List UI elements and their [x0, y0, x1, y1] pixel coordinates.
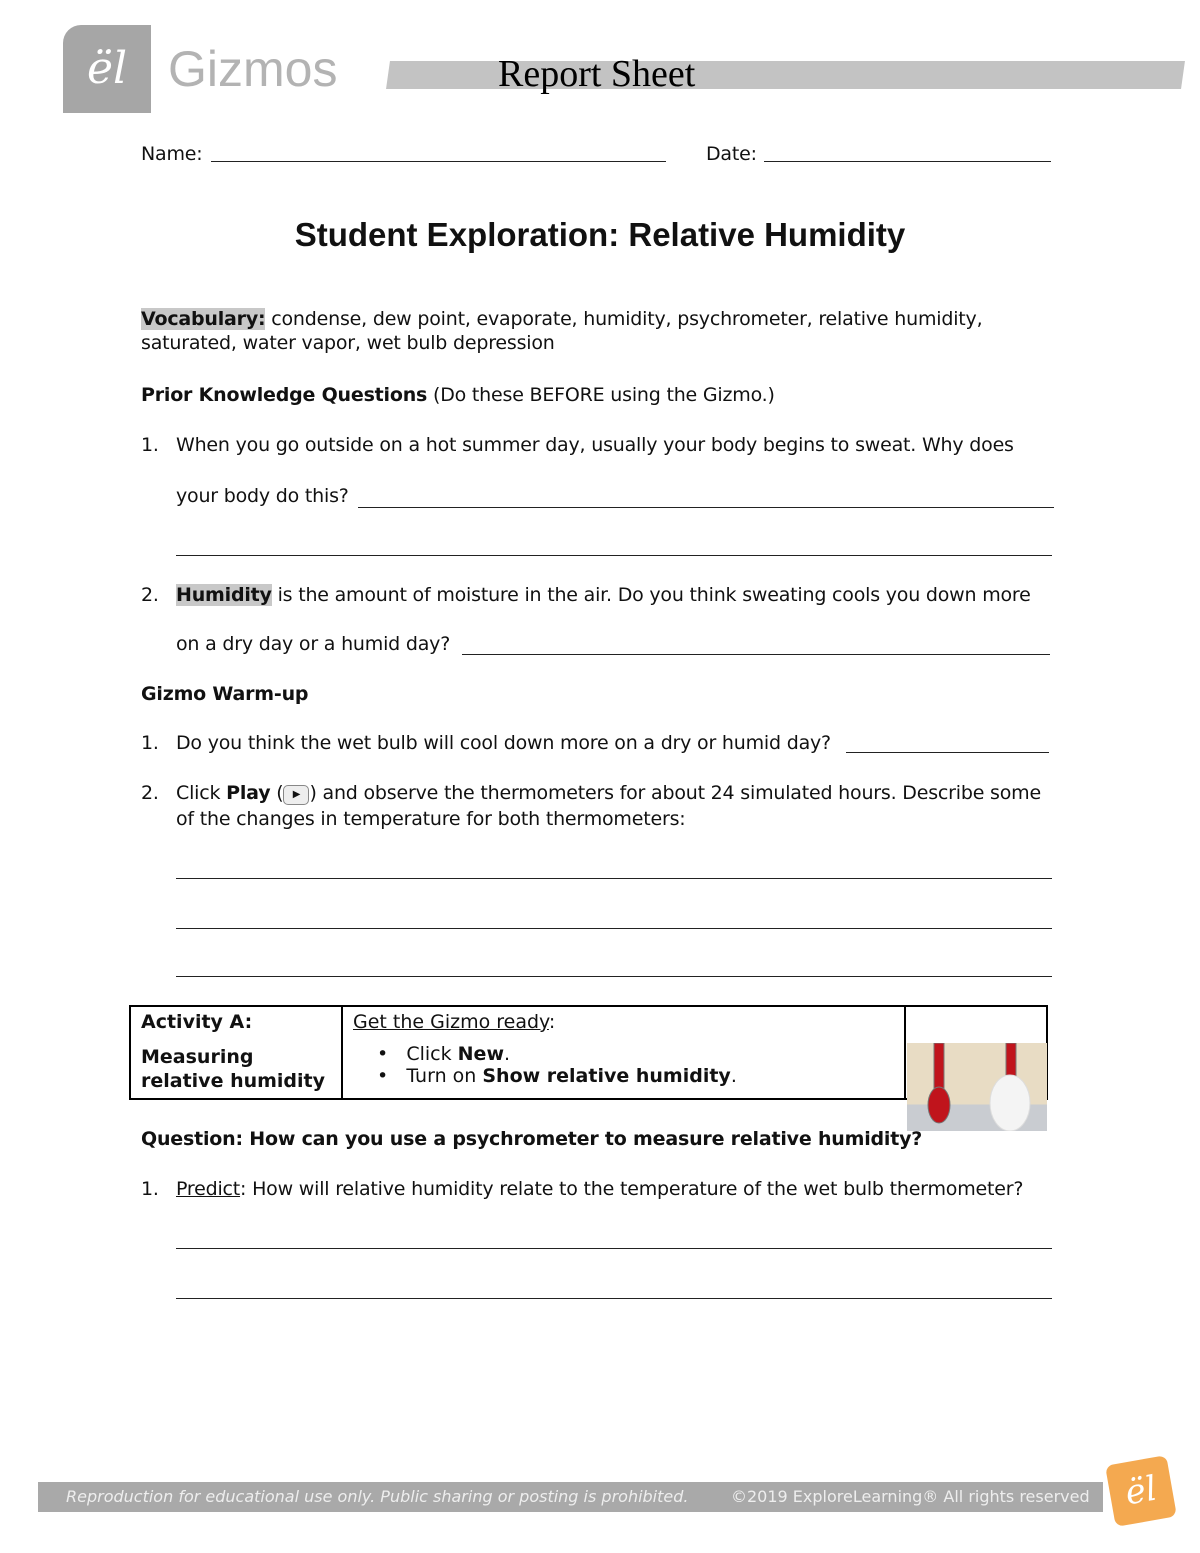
question-number: 2.	[141, 584, 159, 606]
play-icon: ▶	[283, 785, 309, 805]
sheet-title: Report Sheet	[498, 53, 696, 95]
t: .	[730, 1065, 737, 1087]
prior-q2-text-2: on a dry day or a humid day?	[176, 633, 451, 655]
warmup-q2-text	[176, 782, 1041, 805]
explorelearning-logo: ël	[63, 25, 151, 113]
activity-question: Question: How can you use a psychrometer to measure relative humidity?	[141, 1128, 923, 1150]
prior-knowledge-heading	[141, 384, 775, 406]
psychrometer-image	[907, 1043, 1047, 1131]
answer-line[interactable]	[176, 928, 1052, 929]
heading-note: (Do these BEFORE using the Gizmo.)	[427, 384, 775, 406]
t: Click	[406, 1043, 458, 1065]
q2-text: is the amount of moisture in the air. Do you think sweating cools you down more	[271, 584, 1031, 606]
date-label: Date:	[706, 143, 757, 165]
bullet-1: • Click New.	[377, 1043, 511, 1065]
question-number: 1.	[141, 1178, 159, 1200]
activity-instructions	[342, 1006, 905, 1099]
prior-q1-text-2: your body do this?	[176, 485, 349, 507]
t: ) and observe the thermometers for about 24 simulated hours. Describe some	[309, 782, 1041, 804]
question-number: 1.	[141, 434, 159, 456]
footer-bar	[38, 1482, 1103, 1512]
t: Show relative humidity	[482, 1065, 731, 1087]
t: .	[504, 1043, 511, 1065]
colon: :	[548, 1011, 556, 1033]
vocabulary-terms: condense, dew point, evaporate, humidity, psychrometer, relative humidity,	[265, 308, 983, 330]
prior-q1-text: When you go outside on a hot summer day, usually your body begins to sweat. Why does	[176, 434, 1014, 456]
answer-line[interactable]	[462, 654, 1050, 655]
t: (	[270, 782, 284, 804]
t: Click	[176, 782, 227, 804]
ready-label: Get the Gizmo ready	[353, 1011, 549, 1033]
predict-label: Predict	[176, 1178, 241, 1200]
gizmos-brand: Gizmos	[168, 41, 338, 97]
activity-name: Measuring relative humidity	[141, 1046, 326, 1092]
answer-line[interactable]	[176, 976, 1052, 977]
prior-q2-text	[176, 584, 1031, 606]
vocabulary-terms-2: saturated, water vapor, wet bulb depression	[141, 332, 555, 354]
warmup-q1-text: Do you think the wet bulb will cool down more on a dry or humid day?	[176, 732, 831, 754]
answer-line[interactable]	[176, 878, 1052, 879]
warmup-q2-text-2: of the changes in temperature for both thermometers:	[176, 808, 686, 830]
play-label: Play	[226, 782, 271, 804]
predict-question	[176, 1178, 1023, 1200]
warmup-heading: Gizmo Warm-up	[141, 683, 309, 705]
answer-line[interactable]	[358, 507, 1054, 508]
explorelearning-footer-logo: ël	[1105, 1455, 1177, 1527]
answer-line[interactable]	[846, 752, 1049, 753]
name-label: Name:	[141, 143, 203, 165]
date-field[interactable]	[764, 161, 1051, 162]
t: New	[457, 1043, 504, 1065]
answer-line[interactable]	[176, 1298, 1052, 1299]
page-title: Student Exploration: Relative Humidity	[294, 216, 906, 253]
footer-copyright: ©2019 ExploreLearning® All rights reserved	[731, 1487, 1090, 1506]
vocabulary	[141, 308, 982, 330]
question-number: 1.	[141, 732, 159, 754]
answer-line[interactable]	[176, 1248, 1052, 1249]
bullet-2: • Turn on Show relative humidity.	[377, 1065, 737, 1087]
t: Turn on	[406, 1065, 483, 1087]
t: : How will relative humidity relate to the temperature of the wet bulb thermometer?	[240, 1178, 1024, 1200]
humidity-term: Humidity	[176, 584, 272, 606]
thermometer-icon	[907, 1043, 1047, 1131]
vocabulary-label: Vocabulary:	[141, 308, 266, 330]
question-number: 2.	[141, 782, 159, 804]
answer-line[interactable]	[176, 555, 1052, 556]
name-field[interactable]	[211, 161, 666, 162]
heading: Prior Knowledge Questions	[141, 384, 428, 406]
footer-notice: Reproduction for educational use only. Public sharing or posting is prohibited.	[66, 1487, 689, 1506]
activity-label: Activity A:	[141, 1011, 253, 1033]
activity-label-cell	[130, 1006, 342, 1099]
